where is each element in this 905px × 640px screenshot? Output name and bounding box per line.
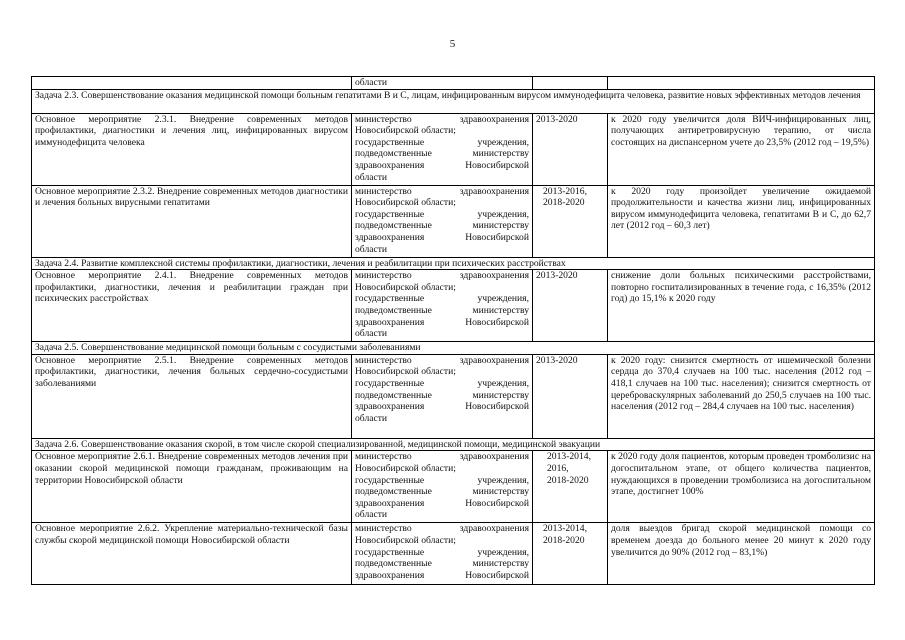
task-title: Задача 2.5. Совершенствование медицинской помощи больным с сосудистыми заболеваниями <box>32 342 875 355</box>
result-cell: к 2020 году: снизится смертность от ишемической болезни сердца до 370,4 случаев на 100 тыс. населения (2012 год – 418,1 случаев на 100 тыс. населения); снизится смертность от цереброваскулярных заболеваний до 250,5 случаев на 100 тыс. населения (2012 год – 284,4 случаев на 100 тыс. населения) <box>608 354 875 438</box>
executor-line: области <box>355 77 388 88</box>
executor-line: здравоохранения Новосибирской <box>355 159 529 171</box>
measures-table <box>31 76 875 585</box>
measure-cell: Основное мероприятие 2.6.2. Укрепление материально-технической базы службы скорой медицинской помощи Новосибирской области <box>32 523 352 585</box>
period-cell: 2013-2020 <box>533 354 608 438</box>
executor-line: области <box>355 328 388 340</box>
executor-line: здравоохранения Новосибирской <box>355 231 529 243</box>
executor-cell <box>352 77 533 90</box>
executor-line: области <box>355 243 388 255</box>
executor-line: министерство здравоохранения <box>355 523 529 535</box>
task-title: Задача 2.6. Совершенствование оказания скорой, в том числе скорой специализированной, медицинской помощи, медицинской эвакуации <box>32 438 875 451</box>
task-title: Задача 2.4. Развитие комплексной системы профилактики, диагностики, лечения и реабилитации при психических расстройствах <box>32 257 875 270</box>
task-row <box>32 342 875 355</box>
table-row <box>32 523 875 585</box>
table-row <box>32 354 875 438</box>
result-cell: к 2020 году доля пациентов, которым проведен тромболизис на догоспитальном этапе, от общего количества пациентов, нуждающихся в проведении тромболизиса на догоспитальном этапе, достигнет 100% <box>608 451 875 523</box>
executor-line: Новосибирской области; <box>355 366 456 378</box>
executor-line: государственные учреждения, <box>355 208 529 220</box>
result-cell: доля выездов бригад скорой медицинской помощи со временем доезда до больного менее 20 минут к 2020 году увеличится до 90% (2012 год – 83,1%) <box>608 523 875 585</box>
task-title: Задача 2.3. Совершенствование оказания медицинской помощи больным гепатитами В и С, лицам, инфицированным вирусом иммунодефицита человека, развитие новых эффективных методов лечения <box>32 89 875 113</box>
executor-line: области <box>355 412 388 424</box>
period-cell: 2013-2016, 2018-2020 <box>533 185 608 257</box>
executor-line: подведомственные министерству <box>355 220 529 232</box>
executor-line: подведомственные министерству <box>355 486 529 498</box>
executor-line: здравоохранения Новосибирской <box>355 316 529 328</box>
executor-line: министерство здравоохранения <box>355 354 529 366</box>
executor-line: государственные учреждения, <box>355 546 529 558</box>
executor-line: здравоохранения Новосибирской <box>355 497 529 509</box>
executor-line: государственные учреждения, <box>355 377 529 389</box>
measure-cell: Основное мероприятие 2.3.1. Внедрение современных методов профилактики, диагностики и лечения лиц, инфицированных вирусом иммунодефицита человека <box>32 113 352 185</box>
executor-line: подведомственные министерству <box>355 304 529 316</box>
task-row <box>32 438 875 451</box>
period-cell: 2013-2020 <box>533 113 608 185</box>
executor-cell <box>352 451 533 523</box>
executor-line: Новосибирской области; <box>355 534 456 546</box>
measure-cell <box>32 77 352 90</box>
executor-line: министерство здравоохранения <box>355 270 529 282</box>
executor-line: подведомственные министерству <box>355 148 529 160</box>
result-cell: к 2020 году произойдет увеличение ожидаемой продолжительности и качества жизни лиц, инфицированных вирусом иммунодефицита человека, гепатитами В и С, до 62,7 лет (2012 год – 60,3 лет) <box>608 185 875 257</box>
task-row <box>32 89 875 113</box>
executor-line: здравоохранения Новосибирской <box>355 401 529 413</box>
executor-cell <box>352 185 533 257</box>
executor-line: подведомственные министерству <box>355 389 529 401</box>
result-cell <box>608 77 875 90</box>
table-row <box>32 270 875 342</box>
table-row <box>32 113 875 185</box>
executor-line: государственные учреждения, <box>355 293 529 305</box>
executor-line: здравоохранения Новосибирской <box>355 569 529 581</box>
executor-line: министерство здравоохранения <box>355 113 529 125</box>
measure-cell: Основное мероприятие 2.6.1. Внедрение современных методов лечения при оказании скорой медицинской помощи гражданам, проживающим на территории Новосибирской области <box>32 451 352 523</box>
executor-line: Новосибирской области; <box>355 197 456 209</box>
period-cell: 2013-2020 <box>533 270 608 342</box>
executor-cell <box>352 354 533 438</box>
executor-line: государственные учреждения, <box>355 474 529 486</box>
period-cell: 2013-2014, 2018-2020 <box>533 523 608 585</box>
result-cell: снижение доли больных психическими расстройствами, повторно госпитализированных в течение года, с 16,35% (2012 год) до 15,1% к 2020 году <box>608 270 875 342</box>
measure-cell: Основное мероприятие 2.4.1. Внедрение современных методов профилактики, диагностики, лечения и реабилитации граждан при психических расстройствах <box>32 270 352 342</box>
period-cell <box>533 77 608 90</box>
task-row <box>32 257 875 270</box>
executor-cell <box>352 270 533 342</box>
executor-line: Новосибирской области; <box>355 462 456 474</box>
executor-line: области <box>355 509 388 521</box>
table-row <box>32 185 875 257</box>
page-number: 5 <box>449 38 456 50</box>
executor-line: министерство здравоохранения <box>355 451 529 463</box>
executor-line: подведомственные министерству <box>355 558 529 570</box>
result-cell: к 2020 году увеличится доля ВИЧ-инфицированных лиц, получающих антиретровирусную терапию, от числа состоящих на диспансерном учете до 23,5% (2012 год – 19,5%) <box>608 113 875 185</box>
executor-cell <box>352 113 533 185</box>
measure-cell: Основное мероприятие 2.5.1. Внедрение современных методов профилактики, диагностики, лечения больных сердечно-сосудистыми заболеваниями <box>32 354 352 438</box>
executor-cell <box>352 523 533 585</box>
period-cell: 2013-2014, 2016, 2018-2020 <box>533 451 608 523</box>
executor-line: Новосибирской области; <box>355 281 456 293</box>
executor-line: министерство здравоохранения <box>355 185 529 197</box>
table-row <box>32 77 875 90</box>
table-row <box>32 451 875 523</box>
executor-line: области <box>355 171 388 183</box>
executor-line: государственные учреждения, <box>355 136 529 148</box>
executor-line: Новосибирской области; <box>355 125 456 137</box>
measure-cell: Основное мероприятие 2.3.2. Внедрение современных методов диагностики и лечения больных вирусными гепатитами <box>32 185 352 257</box>
